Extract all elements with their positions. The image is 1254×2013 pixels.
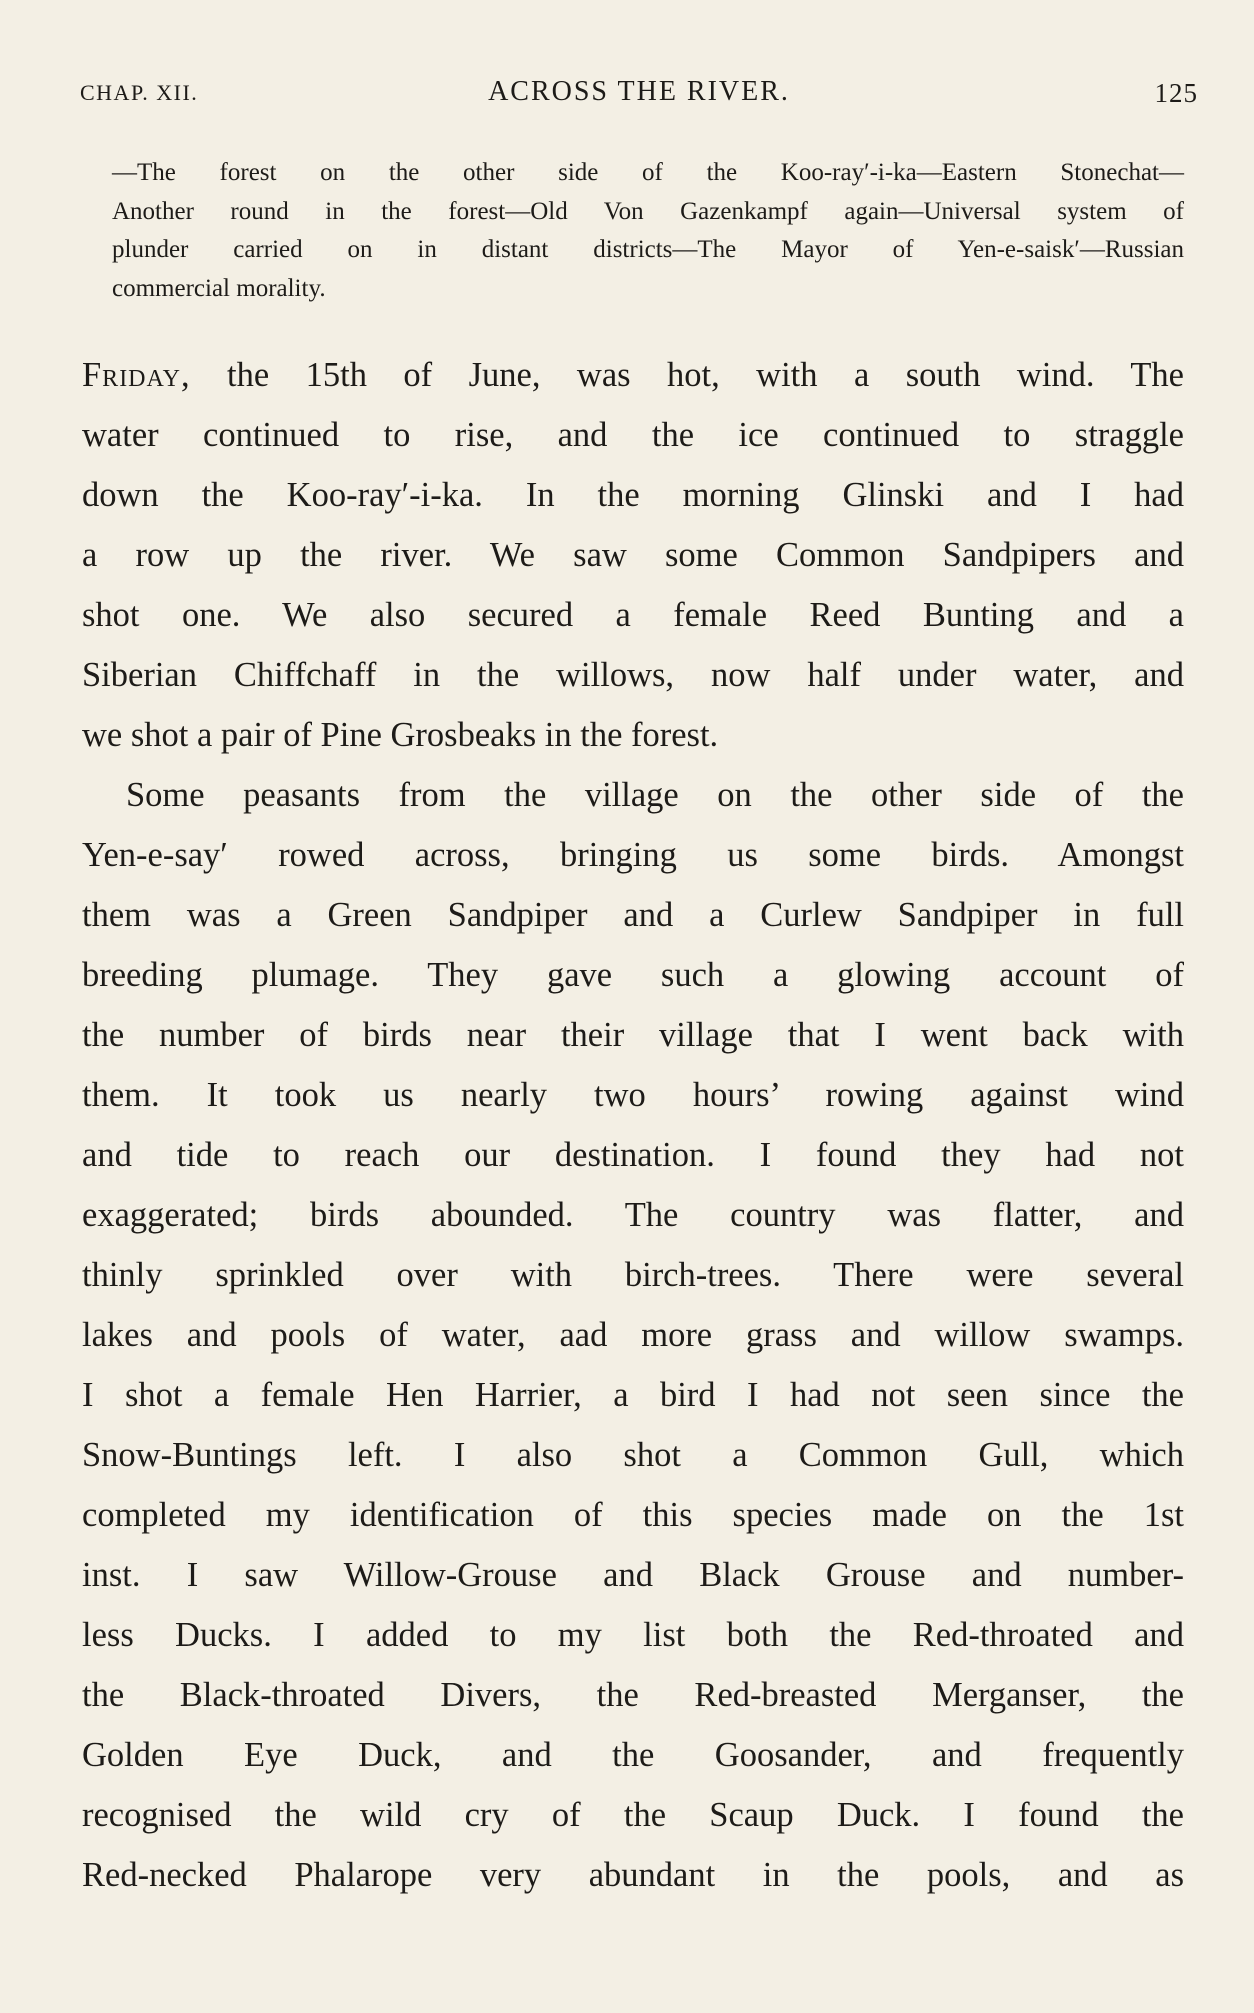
lead-word: Friday, — [82, 356, 191, 394]
chapter-synopsis — [112, 154, 1184, 308]
paragraph-line: Some peasants from the village on the other side of the — [126, 776, 1184, 814]
paragraph-line: a row up the river. We saw some Common Sandpipers and — [82, 536, 1184, 574]
synopsis-line: —The forest on the other side of the Koo-ray′-i-ka—Eastern Stonechat— — [112, 159, 1184, 186]
paragraph-line-text: the 15th of June, was hot, with a south wind. The — [190, 356, 1184, 394]
paragraph-line: Snow-Buntings left. I also shot a Common Gull, which — [82, 1436, 1184, 1474]
paragraph-line: lakes and pools of water, aad more grass and willow swamps. — [82, 1316, 1184, 1354]
paragraph-line: exaggerated; birds abounded. The country was flatter, and — [82, 1196, 1184, 1234]
paragraph-line: we shot a pair of Pine Grosbeaks in the forest. — [82, 716, 719, 754]
paragraph-line: thinly sprinkled over with birch-trees. There were several — [82, 1256, 1184, 1294]
paragraph-line: them was a Green Sandpiper and a Curlew Sandpiper in full — [82, 896, 1184, 934]
paragraph-line: and tide to reach our destination. I found they had not — [82, 1136, 1184, 1174]
synopsis-line: commercial morality. — [112, 274, 326, 302]
paragraph-line: Red-necked Phalarope very abundant in the pools, and as — [82, 1856, 1184, 1894]
paragraph-line: shot one. We also secured a female Reed Bunting and a — [82, 596, 1184, 634]
paragraph-line — [82, 345, 1184, 405]
page-title: ACROSS THE RIVER. — [488, 76, 790, 107]
paragraph-line: I shot a female Hen Harrier, a bird I had not seen since the — [82, 1376, 1184, 1414]
chapter-label: CHAP. XII. — [80, 80, 199, 105]
paragraph-line: completed my identification of this species made on the 1st — [82, 1496, 1184, 1534]
paragraph-line: Siberian Chiffchaff in the willows, now half under water, and — [82, 656, 1184, 694]
paragraph-line: the Black-throated Divers, the Red-breasted Merganser, the — [82, 1676, 1184, 1714]
paragraph-line: Yen-e-say′ rowed across, bringing us some birds. Amongst — [82, 836, 1184, 874]
body-text — [82, 345, 1184, 1905]
paragraph-line: them. It took us nearly two hours’ rowing against wind — [82, 1076, 1184, 1114]
synopsis-line: Another round in the forest—Old Von Gazenkampf again—Universal system of — [112, 197, 1184, 225]
page-number: 125 — [1154, 78, 1198, 108]
paragraph-line: breeding plumage. They gave such a glowing account of — [82, 956, 1184, 994]
paragraph-line: water continued to rise, and the ice continued to straggle — [82, 416, 1184, 454]
synopsis-line: plunder carried on in distant districts—The Mayor of Yen-e-saisk′—Russian — [112, 236, 1184, 263]
paragraph-line: recognised the wild cry of the Scaup Duck. I found the — [82, 1796, 1184, 1834]
paragraph-line: the number of birds near their village that I went back with — [82, 1016, 1184, 1054]
paragraph-line: inst. I saw Willow-Grouse and Black Grouse and number- — [82, 1556, 1184, 1594]
paragraph-line: Golden Eye Duck, and the Goosander, and frequently — [82, 1736, 1184, 1774]
paragraph-line: down the Koo-ray′-i-ka. In the morning Glinski and I had — [82, 476, 1184, 514]
paragraph-line: less Ducks. I added to my list both the Red-throated and — [82, 1616, 1184, 1654]
running-header — [80, 76, 1198, 116]
